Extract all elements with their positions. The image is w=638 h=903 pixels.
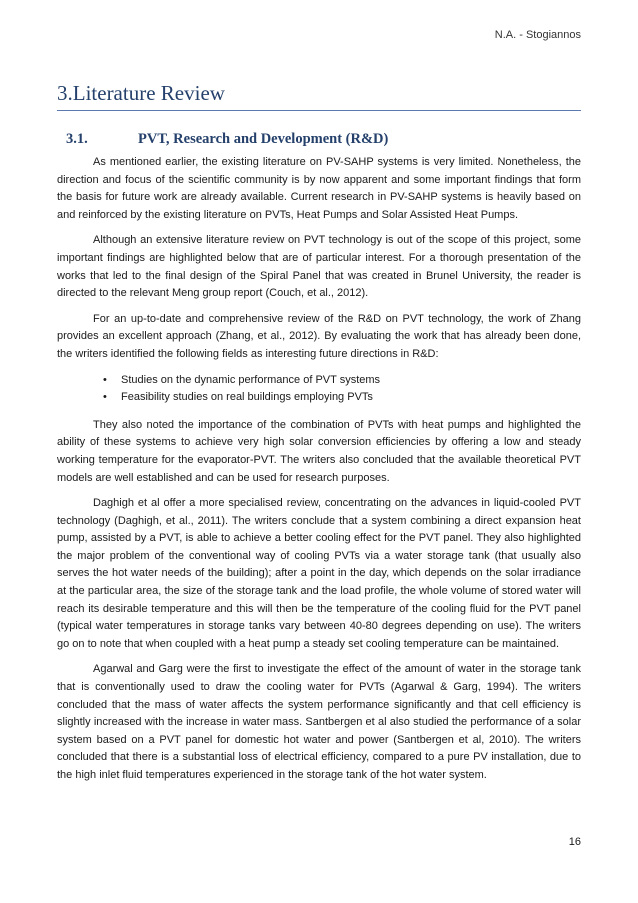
section-number: 3.1.: [66, 131, 88, 147]
section-title: PVT, Research and Development (R&D): [138, 131, 389, 147]
section-heading: [66, 131, 388, 148]
paragraph: For an up-to-date and comprehensive review of the R&D on PVT technology, the work of Zhang provides an excellent approach (Zhang, et al., 2012). By evaluating the work that has already been done, the writers identified the following fields as interesting future directions in R&D:: [57, 312, 581, 360]
paragraph: Agarwal and Garg were the first to investigate the effect of the amount of water in the storage tank that is conventionally used to draw the cooling water for PVTs (Agarwal & Garg, 1994). The writers concluded that the mass of water affects the system performance significantly and that cell efficiency is slightly increased with the increase in water mass. Santbergen et al also studied the performance of a solar system based on a PVT panel for domestic hot water and power (Santbergen et al, 2010). The writers concluded that there is a substantial loss of electrical efficiency, compared to a pure PV installation, due to the high inlet fluid temperatures experienced in the storage tank of the hot water system.: [57, 663, 581, 781]
body-text: [57, 154, 581, 793]
running-head: N.A. - Stogiannos: [494, 29, 581, 41]
paragraph: Although an extensive literature review on PVT technology is out of the scope of this project, some important findings are highlighted below that are of particular interest. For a thorough presentation of the works that led to the final design of the Spiral Panel that was created in Brunel University, the reader is directed to the relevant Meng group report (Couch, et al., 2012).: [57, 234, 581, 300]
bullet-list: [57, 372, 581, 407]
paragraph: Daghigh et al offer a more specialised review, concentrating on the advances in liquid-cooled PVT technology (Daghigh, et al., 2011). The writers conclude that a system combining a direct expansion heat pump, assisted by a PVT, is able to achieve a better cooling effect for the PVT panel. They also highlighted the major problem of the conventional way of cooling PVTs via a water storage tank (that usually also serves the hot water needs of the building); after a point in the day, which depends on the solar irradiance at the particular area, the size of the storage tank and the load profile, the whole volume of stored water will reach its desirable temperature and this will then be the temperature of the cooling fluid for the PVT panel (typical water temperatures in storage tanks vary between 40-80 degrees depending on use). The writers go on to note that when coupled with a heat pump a steady set cooling temperature can be maintained.: [57, 497, 581, 650]
page-number: 16: [568, 836, 581, 848]
chapter-title: 3.Literature Review: [57, 80, 581, 111]
paragraph: They also noted the importance of the combination of PVTs with heat pumps and highlighted the ability of these systems to achieve very high solar conversion efficiencies by offering a low and steady working temperature for the evaporator-PVT. The writers also concluded that the available theoretical PVT models are well established and can be used for research purposes.: [57, 418, 581, 484]
paragraph: As mentioned earlier, the existing literature on PV-SAHP systems is very limited. Nonetheless, the direction and focus of the scientific community is by now apparent and some important findings that form the basis for future work are already available. Current research in PV-SAHP systems is heavily based on and reinforced by the existing literature on PVTs, Heat Pumps and Solar Assisted Heat Pumps.: [57, 156, 581, 221]
bullet-item: • Studies on the dynamic performance of PVT systems: [121, 372, 581, 390]
bullet-item: • Feasibility studies on real buildings employing PVTs: [121, 389, 581, 407]
